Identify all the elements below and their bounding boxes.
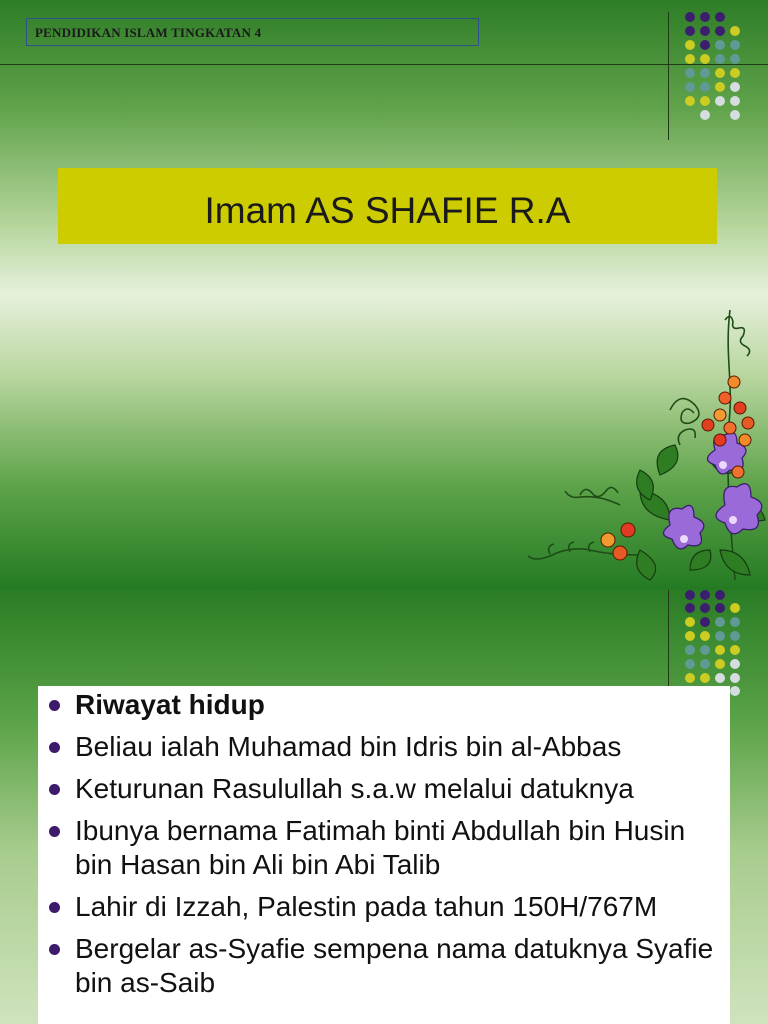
dot-icon xyxy=(730,617,740,627)
dot-icon xyxy=(730,673,740,683)
dot-icon xyxy=(715,617,725,627)
dot-icon xyxy=(700,40,710,50)
dot-icon xyxy=(700,12,710,22)
title-band xyxy=(58,168,717,244)
dot-icon xyxy=(730,68,740,78)
dot-icon xyxy=(715,26,725,36)
dot-icon xyxy=(685,631,695,641)
list-item: Bergelar as-Syafie sempena nama datuknya Syafie bin as-Saib xyxy=(38,932,730,1000)
dot-icon xyxy=(685,617,695,627)
header-rule xyxy=(0,64,768,65)
dot-icon xyxy=(730,110,740,120)
dot-icon xyxy=(685,26,695,36)
dot-icon xyxy=(715,54,725,64)
slide-header: PENDIDIKAN ISLAM TINGKATAN 4 xyxy=(35,25,262,40)
dot-icon xyxy=(730,26,740,36)
dot-icon xyxy=(730,82,740,92)
dot-icon xyxy=(730,631,740,641)
dot-icon xyxy=(715,603,725,613)
dot-icon xyxy=(685,82,695,92)
dot-icon xyxy=(685,96,695,106)
list-item: Ibunya bernama Fatimah binti Abdullah bin Husin bin Hasan bin Ali bin Abi Talib xyxy=(38,814,730,882)
dot-icon xyxy=(700,603,710,613)
list-item: Lahir di Izzah, Palestin pada tahun 150H/767M xyxy=(38,890,730,924)
dot-icon xyxy=(700,26,710,36)
dot-icon xyxy=(685,40,695,50)
dot-icon xyxy=(700,82,710,92)
dot-icon xyxy=(685,68,695,78)
flower-corner-illustration xyxy=(520,300,768,585)
dot-icon xyxy=(715,82,725,92)
dot-icon xyxy=(715,631,725,641)
dot-icon xyxy=(730,96,740,106)
dot-icon xyxy=(700,673,710,683)
vertical-rule xyxy=(668,12,669,140)
dot-icon xyxy=(730,645,740,655)
dot-icon xyxy=(730,40,740,50)
dot-icon xyxy=(700,110,710,120)
dot-icon xyxy=(730,54,740,64)
dot-icon xyxy=(730,686,740,696)
dot-icon xyxy=(715,590,725,600)
dot-icon xyxy=(700,645,710,655)
dot-icon xyxy=(730,603,740,613)
dot-icon xyxy=(700,617,710,627)
vertical-rule xyxy=(668,590,669,686)
dot-icon xyxy=(700,659,710,669)
list-item: Beliau ialah Muhamad bin Idris bin al-Abbas xyxy=(38,730,730,764)
dot-icon xyxy=(715,659,725,669)
dot-icon xyxy=(700,54,710,64)
dot-icon xyxy=(685,54,695,64)
list-item: Riwayat hidup xyxy=(38,688,730,722)
dot-icon xyxy=(715,40,725,50)
dot-icon xyxy=(700,631,710,641)
dot-icon xyxy=(715,96,725,106)
dot-icon xyxy=(730,659,740,669)
bullet-list xyxy=(38,688,730,1008)
list-item: Keturunan Rasulullah s.a.w melalui datuknya xyxy=(38,772,730,806)
dot-icon xyxy=(685,12,695,22)
slide-title: Imam AS SHAFIE R.A xyxy=(204,190,571,231)
dot-icon xyxy=(700,590,710,600)
dot-icon xyxy=(715,673,725,683)
dot-icon xyxy=(685,645,695,655)
dot-icon xyxy=(715,12,725,22)
dot-icon xyxy=(685,590,695,600)
dot-icon xyxy=(700,68,710,78)
dot-icon xyxy=(715,68,725,78)
dot-icon xyxy=(715,645,725,655)
content-box xyxy=(38,686,730,1024)
dot-icon xyxy=(685,673,695,683)
dot-icon xyxy=(685,603,695,613)
dot-icon xyxy=(685,659,695,669)
dot-icon xyxy=(700,96,710,106)
